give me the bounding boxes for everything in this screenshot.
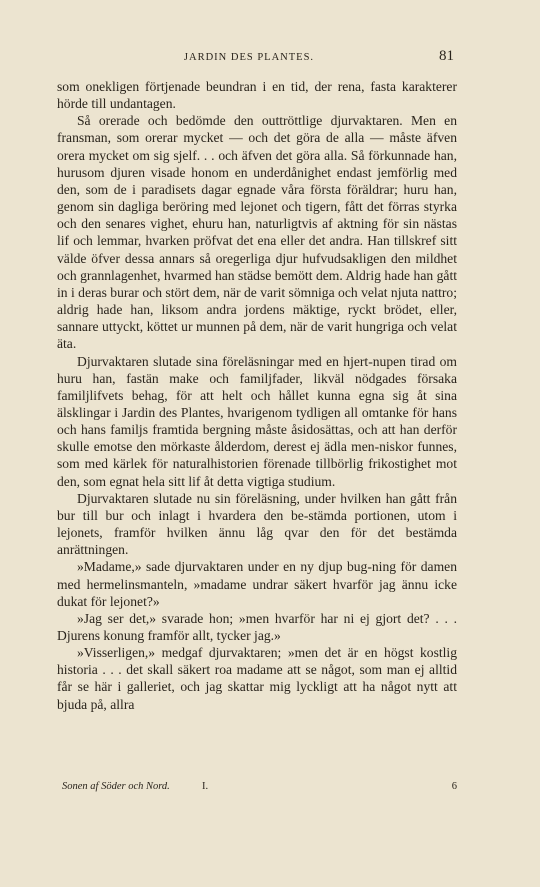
- paragraph: »Madame,» sade djurvaktaren under en ny djup bug-ning för damen med hermelinsmanteln, »madame undrar säkert hvarför jag ännu icke dukat för lejonet?»: [57, 559, 457, 609]
- paragraph: som onekligen förtjenade beundran i en tid, der rena, fasta karakterer hörde till undantagen.: [57, 79, 457, 112]
- signature-volume: I.: [202, 781, 209, 792]
- paragraph: »Visserligen,» medgaf djurvaktaren; »men det är en högst kostlig historia . . . det skall säkert roa madame att se något, som man ej alltid får se här i galleriet, och jag skattar mig lyckligt att ha något nytt att bjuda på, allra: [57, 645, 457, 712]
- paragraph: Så orerade och bedömde den outtröttlige djurvaktaren. Men en fransman, som orerar mycket — och det göra de alla — måste äfven orera mycket om sig sjelf. . . och äfven det göra alla. Så förkunnade han, hurusom djuren visade honom en underdånighet endast jemförlig med den, som de i paradisets dagar egnade våra första föräldrar; huru han, genom sin dagliga beröring med lejonet och tigern, fått det förras styrka och den senares vighet, ehuru han, naturligtvis af aktning för sin nästas lif och lemmar, hvarken pröfvat det ena eller det andra. Han tillskref sitt välde öfver dessa annars så oregerliga djur hufvudsakligen den mildhet och grannlagenhet, hvarmed han städse bemött dem. Aldrig hade han gått in i deras burar och stört dem, när de varit sömniga och velat njuta nattro; aldrig hade han, liksom andra jordens mäktige, ryckt brödet, eller, sannare uttyckt, köttet ur munnen på dem, när de varit hungriga och velat äta.: [57, 113, 457, 352]
- page-header: [56, 48, 454, 68]
- paragraph: Djurvaktaren slutade sina föreläsningar med en hjert-nupen tirad om huru han, fastän make och familjfader, likväl nödgades försaka familjlifvets behag, för att helt och hållet kunna egna sig åt sina älsklingar i Jardin des Plantes, hvarigenom tydligen all omtanke för hans och hans familjs framtida bergning måste åsidosättas, och att han derför skulle emotse den mörkaste ålderdom, derest ej ädla men-niskor funnes, som med kärlek för naturalhistorien förenade tillbörlig frikostighet mot den, som egnat hela sitt lif åt detta vigtiga studium.: [57, 353, 457, 489]
- paragraph: »Jag ser det,» svarade hon; »men hvarför har ni ej gjort det? . . . Djurens konung framför allt, tycker jag.»: [57, 610, 457, 643]
- body-text: [57, 78, 457, 713]
- running-title: JARDIN DES PLANTES.: [183, 52, 315, 63]
- page-number: 81: [439, 48, 454, 64]
- sheet-number: 6: [451, 781, 457, 792]
- page-footer: [62, 781, 457, 792]
- signature-title: Sonen af Söder och Nord.: [62, 781, 170, 792]
- paragraph: Djurvaktaren slutade nu sin föreläsning, under hvilken han gått från bur till bur och inlagt i hvardera den be-stämda portionen, utom i lejonets, framför hvilken ännu låg qvar den för det bestämda anrättningen.: [57, 490, 457, 558]
